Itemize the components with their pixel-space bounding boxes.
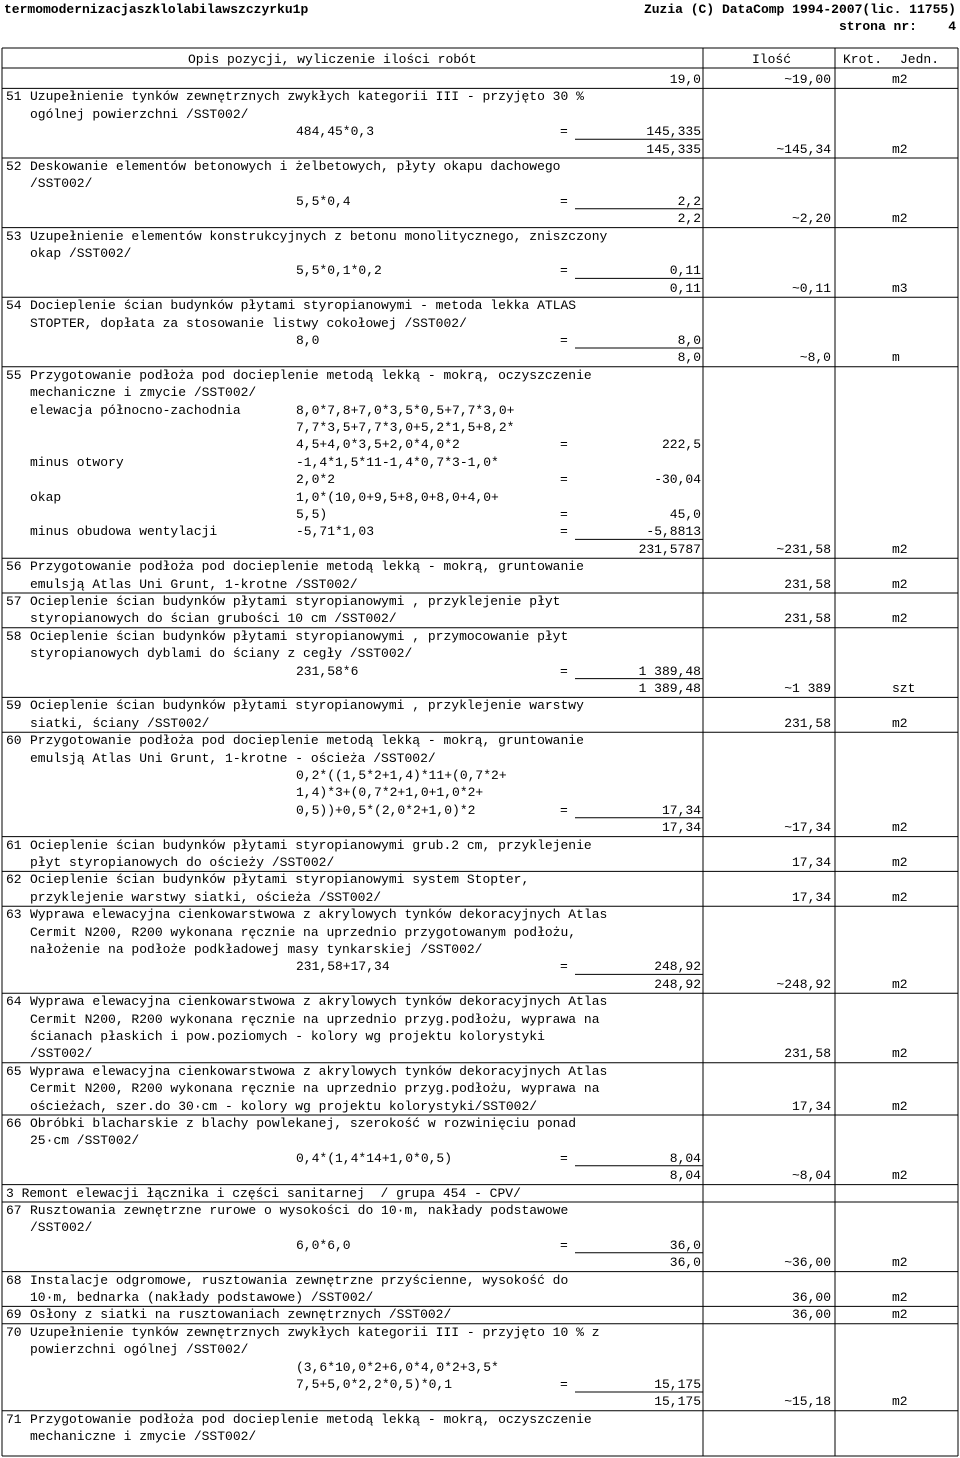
row-total: ~231,58 xyxy=(776,541,831,557)
calc-expression: 8,0*7,8+7,0*3,5*0,5+7,7*3,0+ xyxy=(296,402,515,418)
item-number: 67 xyxy=(6,1203,22,1218)
item-description: Przygotowanie podłoża pod docieplenie metodą lekką - mokrą, gruntowanie xyxy=(30,733,584,749)
item-number: 70 xyxy=(6,1324,22,1340)
row-unit: m2 xyxy=(892,541,908,557)
item-number: 57 xyxy=(6,594,22,609)
calc-label: minus otwory xyxy=(30,454,124,470)
calc-label: elewacja północno-zachodnia xyxy=(30,402,241,418)
item-description: Cermit N200, R200 wykonana ręcznie na uprzednio przyg.podłożu, wyprawa na xyxy=(30,1011,600,1027)
row-total: 231,58 xyxy=(784,576,831,592)
calc-value: 1 389,48 xyxy=(638,663,701,679)
calc-expression: (3,6*10,0*2+6,0*4,0*2+3,5* xyxy=(296,1359,499,1375)
item-number: 54 xyxy=(6,298,22,314)
calc-expression: 5,5*0,1*0,2 xyxy=(296,263,382,279)
item-description: Deskowanie elementów betonowych i żelbetowych, płyty okapu dachowego xyxy=(30,159,561,174)
calc-equals: = xyxy=(560,663,568,679)
row-sum: 145,335 xyxy=(646,141,701,157)
calc-equals: = xyxy=(560,524,568,540)
row-sum: 15,175 xyxy=(654,1394,701,1410)
item-description: Ocieplenie ścian budynków płytami styropianowymi grub.2 cm, przyklejenie xyxy=(30,837,592,853)
program-info: Zuzia (C) DataComp 1994-2007(lic. 11755) xyxy=(643,2,956,17)
calc-value: 0,11 xyxy=(669,263,701,279)
item-description: /SST002/ xyxy=(30,176,93,192)
item-description: styropianowych do ścian grubości 10 cm /SST002/ xyxy=(30,611,397,627)
item-number: 59 xyxy=(6,698,22,714)
calc-equals: = xyxy=(560,1377,568,1392)
item-number: 58 xyxy=(6,628,22,644)
row-sum: 0,11 xyxy=(669,280,701,296)
item-description: ogólnej powierzchni /SST002/ xyxy=(30,106,249,122)
row-unit: m2 xyxy=(892,72,908,87)
calc-expression: 231,58+17,34 xyxy=(296,959,390,975)
row-total: ~248,92 xyxy=(776,976,831,992)
calc-label: okap xyxy=(30,489,62,505)
item-description: 25·cm /SST002/ xyxy=(30,1133,140,1149)
calc-expression: 2,0*2 xyxy=(296,472,336,488)
row-total: ~8,0 xyxy=(799,350,831,366)
row-total: 17,34 xyxy=(791,889,831,905)
item-number: 52 xyxy=(6,159,22,174)
column-unit: Jedn. xyxy=(900,52,940,67)
row-sum: 2,2 xyxy=(677,211,701,227)
row-unit: m2 xyxy=(892,1307,908,1323)
row-total: ~19,00 xyxy=(784,72,831,87)
calc-expression: 8,0 xyxy=(296,333,320,348)
row-unit: m2 xyxy=(892,1098,908,1114)
row-total: ~2,20 xyxy=(791,211,831,227)
item-description: Uzupełnienie elementów konstrukcyjnych z betonu monolitycznego, zniszczony xyxy=(30,228,608,244)
row-unit: m2 xyxy=(892,1394,908,1410)
calc-equals: = xyxy=(560,802,568,818)
item-number: 51 xyxy=(6,89,22,105)
calc-label: minus obudowa wentylacji xyxy=(30,524,218,540)
item-number: 55 xyxy=(6,367,22,383)
item-description: /SST002/ xyxy=(30,1046,93,1062)
item-description: Docieplenie ścian budynków płytami styropianowymi - metoda lekka ATLAS xyxy=(30,298,577,314)
row-sum: 248,92 xyxy=(654,976,701,992)
calc-value: -30,04 xyxy=(654,472,701,488)
calc-value: 145,335 xyxy=(646,124,701,140)
row-total: ~8,04 xyxy=(791,1168,831,1184)
calc-expression: 484,45*0,3 xyxy=(296,124,375,140)
calc-equals: = xyxy=(560,1150,568,1166)
item-description: Uzupełnienie tynków zewnętrznych zwykłych kategorii III - przyjęto 30 % xyxy=(30,89,584,105)
calc-expression: 5,5*0,4 xyxy=(296,193,351,209)
calc-equals: = xyxy=(560,263,568,279)
calc-value: 2,2 xyxy=(677,193,701,209)
item-description: Przygotowanie podłoża pod docieplenie metodą lekką - mokrą, oczyszczenie xyxy=(30,1411,592,1427)
column-multiplier: Krot. xyxy=(843,52,883,67)
item-description: okap /SST002/ xyxy=(30,246,132,261)
calc-value: 17,34 xyxy=(661,802,701,818)
row-unit: m2 xyxy=(892,611,908,627)
item-description: STOPTER, dopłata za stosowanie listwy cokołowej /SST002/ xyxy=(30,315,467,331)
calc-equals: = xyxy=(560,333,568,348)
calc-value: 8,0 xyxy=(677,333,701,348)
row-total: ~15,18 xyxy=(784,1394,831,1410)
calc-equals: = xyxy=(560,959,568,975)
calc-expression: 7,7*3,5+7,7*3,0+5,2*1,5+8,2* xyxy=(296,420,515,435)
row-unit: m2 xyxy=(892,889,908,905)
item-number: 66 xyxy=(6,1116,22,1131)
column-quantity: Ilość xyxy=(752,52,792,67)
calc-value: 36,0 xyxy=(669,1237,701,1253)
row-total: ~1 389 xyxy=(784,681,831,696)
row-total: 231,58 xyxy=(784,715,831,731)
calc-equals: = xyxy=(560,124,568,140)
row-sum: 19,0 xyxy=(669,72,701,87)
item-description: Wyprawa elewacyjna cienkowarstwowa z akrylowych tynków dekoracyjnych Atlas xyxy=(30,1063,608,1079)
item-description: emulsją Atlas Uni Grunt, 1-krotne - ościeża /SST002/ xyxy=(30,750,436,766)
row-unit: m2 xyxy=(892,1255,908,1271)
item-description: Ocieplenie ścian budynków płytami styropianowymi , przymocowanie płyt xyxy=(30,628,569,644)
item-description: Uzupełnienie tynków zewnętrznych zwykłych kategorii III - przyjęto 10 % z xyxy=(30,1324,600,1340)
item-description: Rusztowania zewnętrzne rurowe o wysokości do 10·m, nakłady podstawowe xyxy=(30,1203,569,1218)
calc-value: 248,92 xyxy=(654,959,701,975)
item-description: Cermit N200, R200 wykonana ręcznie na uprzednio przygotowanym podłożu, xyxy=(30,924,577,940)
item-number: 61 xyxy=(6,837,22,853)
row-sum: 1 389,48 xyxy=(638,681,701,696)
item-description: Instalacje odgromowe, rusztowania zewnętrzne przyścienne, wysokość do xyxy=(30,1272,569,1288)
row-unit: m2 xyxy=(892,211,908,227)
item-number: 65 xyxy=(6,1063,22,1079)
item-description: /SST002/ xyxy=(30,1220,93,1236)
calc-value: 15,175 xyxy=(654,1377,701,1392)
item-description: Przygotowanie podłoża pod docieplenie metodą lekką - mokrą, gruntowanie xyxy=(30,559,584,575)
row-total: ~145,34 xyxy=(776,141,831,157)
row-total: 17,34 xyxy=(791,855,831,870)
calc-expression: 6,0*6,0 xyxy=(296,1237,351,1253)
row-total: ~36,00 xyxy=(784,1255,831,1271)
item-description: przyklejenie warstwy siatki, ościeża /SST002/ xyxy=(30,889,382,905)
item-description: ścianach płaskich i pow.poziomych - kolory wg projektu kolorystyki xyxy=(30,1029,545,1044)
row-sum: 17,34 xyxy=(661,820,701,836)
item-number: 56 xyxy=(6,559,22,575)
calc-value: 45,0 xyxy=(669,507,701,522)
item-description: Wyprawa elewacyjna cienkowarstwowa z akrylowych tynków dekoracyjnych Atlas xyxy=(30,994,608,1010)
item-description: powierzchni ogólnej /SST002/ xyxy=(30,1342,249,1358)
calc-expression: -1,4*1,5*11-1,4*0,7*3-1,0* xyxy=(296,454,499,470)
row-sum: 8,0 xyxy=(677,350,701,366)
calc-expression: 0,2*((1,5*2+1,4)*11+(0,7*2+ xyxy=(296,768,507,783)
calc-expression: 1,4)*3+(0,7*2+1,0+1,0*2+ xyxy=(296,785,484,801)
row-sum: 8,04 xyxy=(669,1168,701,1184)
calc-value: -5,8813 xyxy=(646,524,701,540)
row-total: 36,00 xyxy=(791,1290,831,1305)
calc-equals: = xyxy=(560,472,568,488)
row-total: 17,34 xyxy=(791,1098,831,1114)
item-description: Ocieplenie ścian budynków płytami styropianowymi , przyklejenie warstwy xyxy=(30,698,584,714)
calc-expression: 0,5))+0,5*(2,0*2+1,0)*2 xyxy=(296,802,476,818)
item-description: styropianowych dyblami do ściany z cegły /SST002/ xyxy=(30,646,413,662)
row-sum: 36,0 xyxy=(669,1255,701,1271)
row-unit: m2 xyxy=(892,1290,908,1305)
item-number: 68 xyxy=(6,1272,22,1288)
calc-value: 8,04 xyxy=(669,1150,701,1166)
item-description: Wyprawa elewacyjna cienkowarstwowa z akrylowych tynków dekoracyjnych Atlas xyxy=(30,907,608,923)
calc-expression: 0,4*(1,4*14+1,0*0,5) xyxy=(296,1150,453,1166)
item-description: mechaniczne i zmycie /SST002/ xyxy=(30,1429,257,1445)
calc-expression: 1,0*(10,0+9,5+8,0+8,0+4,0+ xyxy=(296,489,499,505)
calc-value: 222,5 xyxy=(661,437,701,453)
section-title: 3 Remont elewacji łącznika i części sanitarnej / grupa 454 - CPV/ xyxy=(6,1185,521,1201)
item-description: emulsją Atlas Uni Grunt, 1-krotne /SST002/ xyxy=(30,576,358,592)
row-unit: szt xyxy=(892,681,916,696)
row-unit: m2 xyxy=(892,820,908,836)
item-description: siatki, ściany /SST002/ xyxy=(30,715,210,731)
item-description: Przygotowanie podłoża pod docieplenie metodą lekką - mokrą, oczyszczenie xyxy=(30,367,592,383)
row-unit: m2 xyxy=(892,576,908,592)
item-number: 62 xyxy=(6,872,22,888)
item-description: nałożenie na podłoże podkładowej masy tynkarskiej /SST002/ xyxy=(30,942,483,957)
row-unit: m2 xyxy=(892,141,908,157)
item-description: mechaniczne i zmycie /SST002/ xyxy=(30,385,257,401)
row-unit: m2 xyxy=(892,976,908,992)
row-unit: m2 xyxy=(892,1046,908,1062)
file-name: termomodernizacjaszklolabilawszczyrku1p xyxy=(4,2,309,17)
calc-expression: 7,5+5,0*2,2*0,5)*0,1 xyxy=(296,1377,453,1392)
item-number: 69 xyxy=(6,1307,22,1323)
calc-expression: 231,58*6 xyxy=(296,663,359,679)
item-number: 63 xyxy=(6,907,22,923)
item-description: 10·m, bednarka (nakłady podstawowe) /SST002/ xyxy=(30,1290,374,1305)
row-unit: m2 xyxy=(892,715,908,731)
calc-expression: -5,71*1,03 xyxy=(296,524,375,540)
page-number: strona nr: 4 xyxy=(838,19,956,34)
calc-equals: = xyxy=(560,437,568,453)
calc-expression: 5,5) xyxy=(296,507,328,522)
item-description: Ocieplenie ścian budynków płytami styropianowymi system Stopter, xyxy=(30,872,530,888)
item-description: Ocieplenie ścian budynków płytami styropianowymi , przyklejenie płyt xyxy=(30,594,561,609)
item-description: Cermit N200, R200 wykonana ręcznie na uprzednio przyg.podłożu, wyprawa na xyxy=(30,1081,600,1097)
item-number: 71 xyxy=(6,1411,22,1427)
column-description: Opis pozycji, wyliczenie ilości robót xyxy=(188,52,477,67)
calc-equals: = xyxy=(560,1237,568,1253)
row-total: ~0,11 xyxy=(791,280,831,296)
calc-equals: = xyxy=(560,507,568,522)
row-unit: m3 xyxy=(892,280,908,296)
row-total: 36,00 xyxy=(791,1307,831,1323)
item-number: 60 xyxy=(6,733,22,749)
item-number: 64 xyxy=(6,994,22,1010)
row-total: 231,58 xyxy=(784,1046,831,1062)
row-total: ~17,34 xyxy=(784,820,831,836)
row-sum: 231,5787 xyxy=(638,541,701,557)
row-total: 231,58 xyxy=(784,611,831,627)
row-unit: m xyxy=(892,350,900,366)
item-number: 53 xyxy=(6,228,22,244)
item-description: płyt styropianowych do ościeży /SST002/ xyxy=(30,855,335,870)
calc-equals: = xyxy=(560,193,568,209)
item-description: ościeżach, szer.do 30·cm - kolory wg projektu kolorystyki/SST002/ xyxy=(30,1098,538,1114)
calc-expression: 4,5+4,0*3,5+2,0*4,0*2 xyxy=(296,437,460,453)
row-unit: m2 xyxy=(892,855,908,870)
row-unit: m2 xyxy=(892,1168,908,1184)
item-description: Obróbki blacharskie z blachy powlekanej, szerokość w rozwinięciu ponad xyxy=(30,1116,577,1131)
item-description: Osłony z siatki na rusztowaniach zewnętrznych /SST002/ xyxy=(30,1307,452,1323)
